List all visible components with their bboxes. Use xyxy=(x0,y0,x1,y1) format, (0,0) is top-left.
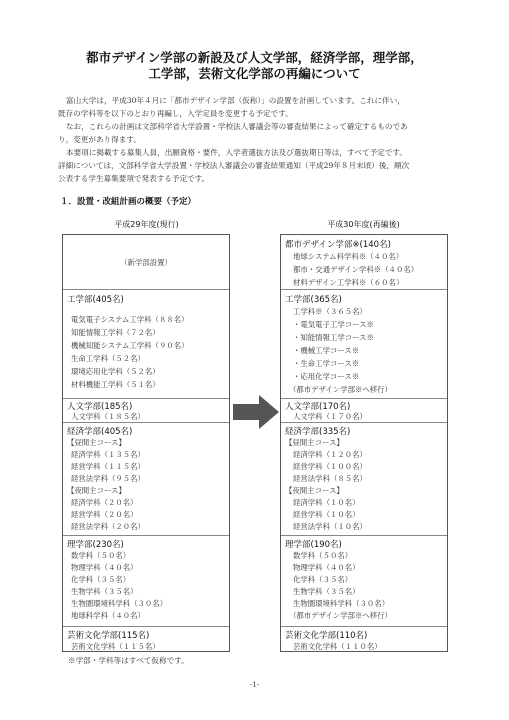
department-item: 材料機能工学科（５１名） xyxy=(71,380,160,389)
department-item: 人文学科（１７０名） xyxy=(293,412,367,421)
department-item: 経営法学科（９５名） xyxy=(71,474,145,483)
department-item: 生物圏環境科学科（３０名） xyxy=(71,599,168,608)
department-item: 数学科（５０名） xyxy=(293,551,353,560)
faculty-title: 理学部(190名) xyxy=(285,540,342,550)
page-number: -1- xyxy=(249,680,260,689)
department-item: 経済学科（１３５名） xyxy=(71,450,145,459)
department-item: 芸術文化学科（１１５名） xyxy=(71,642,160,651)
document-title-line2: 工学部，芸術文化学部の再編について xyxy=(148,66,361,81)
current-organization-table xyxy=(62,234,230,652)
faculty-title: 経済学部(405名) xyxy=(67,427,133,437)
reorganized-year-header: 平成30年度(再編後) xyxy=(327,220,400,229)
department-item: 工学科※（３６５名） xyxy=(293,307,367,316)
course-item: ・応用化学コース※ xyxy=(293,372,360,381)
department-item: 生物学科（３５名） xyxy=(293,587,360,596)
department-item: 経営学科（１０名） xyxy=(293,510,360,519)
science-current-block xyxy=(63,535,229,627)
department-item: 経営学科（１００名） xyxy=(293,462,367,471)
art-culture-current-block xyxy=(63,626,229,654)
faculty-title: 芸術文化学部(110名) xyxy=(285,631,368,641)
department-item: 数学科（５０名） xyxy=(71,551,131,560)
right-arrow-icon xyxy=(233,395,279,429)
faculty-title: 芸術文化学部(115名) xyxy=(67,631,150,641)
intro-paragraph-line: 富山大学は，平成30年４月に「都市デザイン学部（仮称）」の設置を計画しています。これに伴い， xyxy=(66,96,405,105)
department-item: 芸術文化学科（１１０名） xyxy=(293,642,382,651)
economics-current-block xyxy=(63,422,229,536)
department-item: 生物学科（３５名） xyxy=(71,587,138,596)
section-heading: １．設置・改組計画の概要（予定） xyxy=(60,197,197,207)
economics-reorganized-block xyxy=(281,422,447,536)
faculty-title: 都市デザイン学部※(140名) xyxy=(285,240,391,250)
course-item: ・電気電子工学コース※ xyxy=(293,320,374,329)
department-item: 材料デザイン工学科※（６０名） xyxy=(293,278,404,287)
faculty-title: 工学部(405名) xyxy=(67,295,124,305)
new-faculty-placeholder-block xyxy=(63,235,229,289)
science-reorganized-block xyxy=(281,535,447,627)
faculty-title: 経済学部(335名) xyxy=(285,427,351,437)
course-heading: 【昼間主コース】 xyxy=(285,438,344,447)
note-paragraph-line: なお，これらの計画は文部科学省大学設置・学校法人審議会等の審査結果によって確定するものであ xyxy=(66,122,408,131)
urban-design-new-block xyxy=(281,235,447,289)
department-item: 生命工学科（５２名） xyxy=(71,354,145,363)
department-item: 経営学科（１１５名） xyxy=(71,462,145,471)
department-item: 都市・交通デザイン学科※（４０名） xyxy=(293,265,419,274)
department-item: 化学科（３５名） xyxy=(71,575,131,584)
schedule-paragraph-line: 詳細については，文部科学省大学設置・学校法人審議会の審査結果通知（平成29年８月末頃）後，順次 xyxy=(58,161,410,170)
transfer-note: （都市デザイン学部※へ移行） xyxy=(289,385,392,394)
course-item: ・生命工学コース※ xyxy=(293,359,360,368)
intro-paragraph-line: 既存の学科等を以下のとおり再編し，入学定員を変更する予定です。 xyxy=(58,109,293,118)
department-item: 環境応用化学科（５２名） xyxy=(71,367,160,376)
department-item: 物理学科（４０名） xyxy=(71,563,138,572)
note-paragraph-line: り，変更があり得ます。 xyxy=(58,135,141,144)
reorganized-organization-table xyxy=(280,234,448,652)
schedule-paragraph-line: 本要項に掲載する募集人員，出願資格・要件，入学者選抜方法及び選抜期日等は，すべて予定です。 xyxy=(66,148,407,157)
department-item: 経営法学科（１０名） xyxy=(293,522,367,531)
footnote: ※学部・学科等はすべて仮称です。 xyxy=(68,656,189,665)
course-heading: 【昼間主コース】 xyxy=(67,438,126,447)
document-title-line1: 都市デザイン学部の新設及び人文学部，経済学部，理学部， xyxy=(86,50,423,65)
faculty-title: 工学部(365名) xyxy=(285,295,342,305)
department-item: 生物圏環境科学科（３０名） xyxy=(293,599,390,608)
engineering-reorganized-block xyxy=(281,289,447,399)
department-item: 地球科学科（４０名） xyxy=(71,611,145,620)
department-item: 経済学科（１０名） xyxy=(293,498,360,507)
department-item: 化学科（３５名） xyxy=(293,575,353,584)
course-item: ・知能情報工学コース※ xyxy=(293,333,374,342)
department-item: 経済学科（２０名） xyxy=(71,498,138,507)
engineering-current-block xyxy=(63,289,229,399)
transfer-note: （都市デザイン学部※へ移行） xyxy=(289,611,392,620)
department-item: 人文学科（１８５名） xyxy=(71,412,145,421)
course-item: ・機械工学コース※ xyxy=(293,346,360,355)
department-item: 経営法学科（８５名） xyxy=(293,474,367,483)
department-item: 経済学科（１２０名） xyxy=(293,450,367,459)
department-item: 機械知能システム工学科（９０名） xyxy=(71,341,189,350)
department-item: 物理学科（４０名） xyxy=(293,563,360,572)
department-item: 経営法学科（２０名） xyxy=(71,522,145,531)
department-item: 地球システム科学科※（４０名） xyxy=(293,252,404,261)
department-item: 経営学科（２０名） xyxy=(71,510,138,519)
humanities-reorganized-block xyxy=(281,398,447,423)
faculty-title: 人文学部(170名) xyxy=(285,402,351,412)
department-item: 電気電子システム工学科（８８名） xyxy=(71,315,189,324)
department-item: 知能情報工学科（７２名） xyxy=(71,328,160,337)
art-culture-reorganized-block xyxy=(281,626,447,654)
schedule-paragraph-line: 公表する学生募集要項で発表する予定です。 xyxy=(58,174,210,183)
faculty-title: 理学部(230名) xyxy=(67,540,124,550)
humanities-current-block xyxy=(63,398,229,423)
new-faculty-placeholder: （新学部設置） xyxy=(120,258,172,267)
course-heading: 【夜間主コース】 xyxy=(67,486,126,495)
current-year-header: 平成29年度(現行) xyxy=(114,220,179,229)
faculty-title: 人文学部(185名) xyxy=(67,402,133,412)
course-heading: 【夜間主コース】 xyxy=(285,486,344,495)
